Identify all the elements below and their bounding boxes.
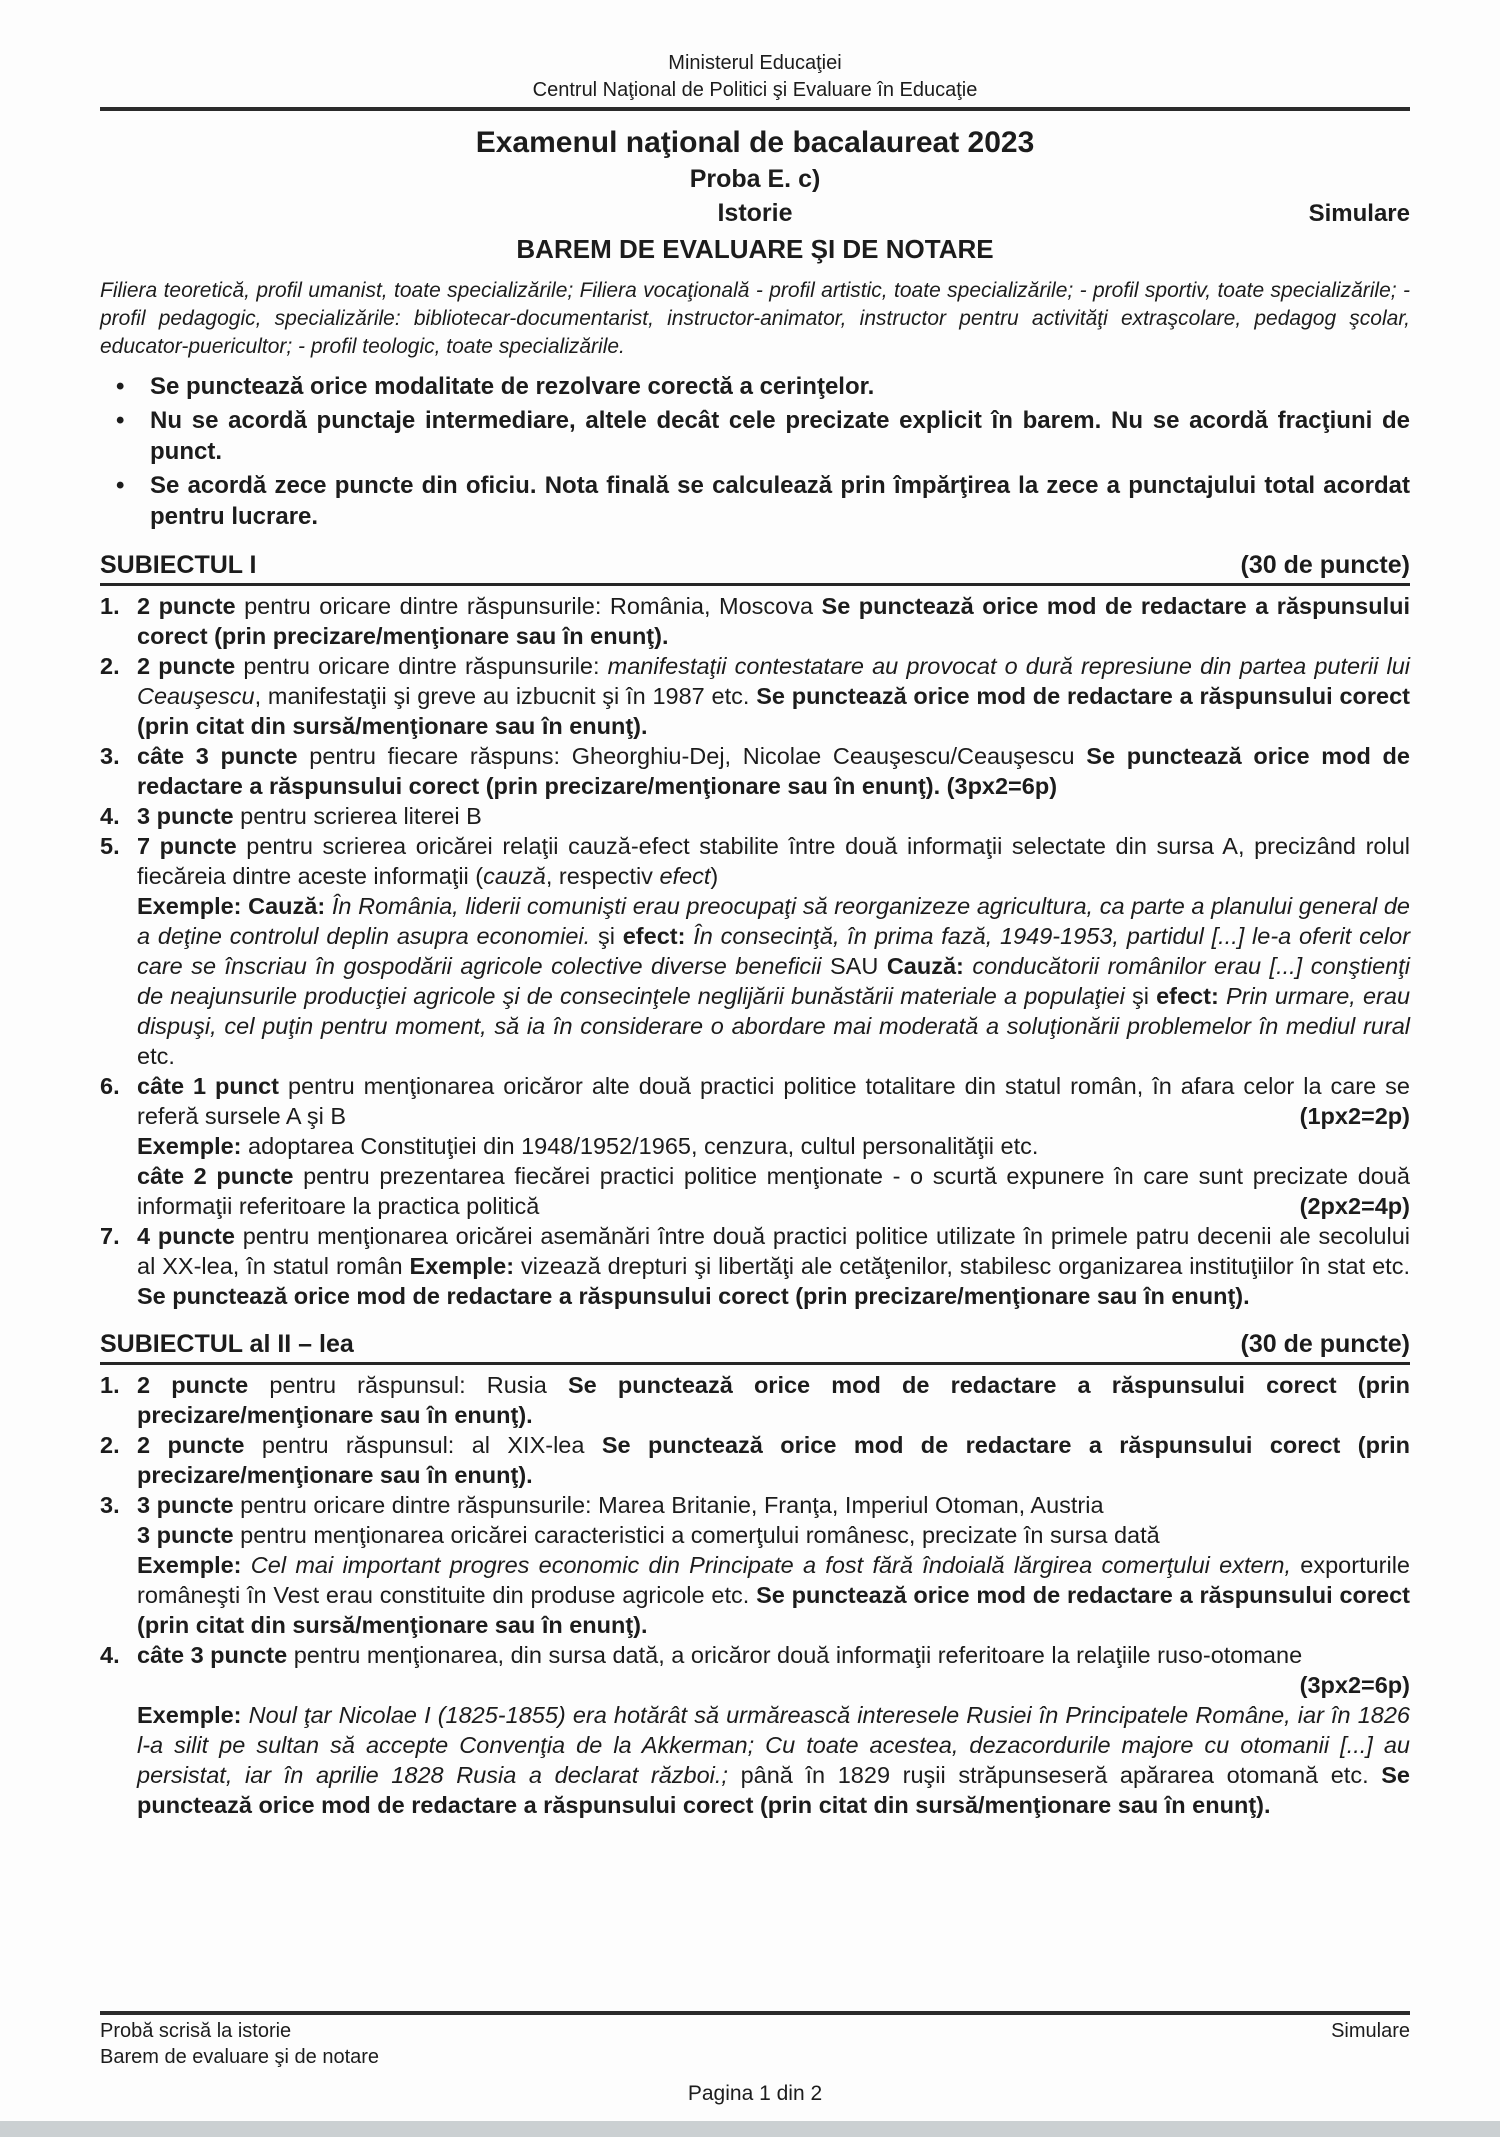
item-paragraph [137, 801, 1410, 831]
text-segment: pentru răspunsul: Rusia [269, 1372, 568, 1398]
text-segment: Exemple: [409, 1253, 521, 1279]
text-segment: Exemple: [137, 1702, 249, 1728]
text-segment: pentru menţionarea, din sursa dată, a oricăror două informaţii referitoare la relaţiile ruso-otomane [293, 1642, 1303, 1668]
rubric-item [100, 801, 1410, 831]
item-body [137, 1430, 1410, 1490]
item-number: 6. [100, 1073, 120, 1099]
text-segment: Se punctează orice mod de redactare a răspunsului corect (prin citat din sursă/menţionare sau în enunţ). [137, 1762, 1410, 1818]
section-subiectul-2 [100, 1329, 1410, 1820]
rubric-item [100, 831, 1410, 1071]
text-segment: Cel mai important progres economic din Principate a fost fără îndoială lărgirea comerţului extern, [250, 1552, 1291, 1578]
footer-doc-name: Barem de evaluare şi de notare [100, 2046, 380, 2068]
rubric-item [100, 1640, 1410, 1820]
text-segment: pentru scrierea oricărei relaţii cauză-efect stabilite între două informaţii selectate din sursa A, precizând rolul fiecăreia dintre aceste informaţii ( [137, 833, 1410, 889]
text-segment: şi [590, 923, 623, 949]
text-segment: 7 puncte [137, 833, 247, 859]
item-body [137, 1640, 1410, 1820]
item-paragraph [137, 1640, 1410, 1700]
text-segment: pentru menţionarea oricărei caracteristici a comerţului românesc, precizate în sursa dată [240, 1522, 1160, 1548]
item-paragraph [137, 1430, 1410, 1490]
item-paragraph [137, 1131, 1410, 1161]
points-value: (3px2=6p) [1299, 1672, 1410, 1698]
rubric-item [100, 1221, 1410, 1311]
text-segment: , respectiv [545, 863, 660, 889]
page-indicator: Pagina 1 din 2 [687, 2082, 823, 2105]
item-paragraph [137, 1490, 1410, 1520]
text-segment: Se punctează orice mod de redactare a răspunsului corect (prin citat din sursă/menţionare sau în enunţ). [137, 683, 1410, 739]
text-segment: câte 3 puncte [137, 743, 310, 769]
item-number: 2. [100, 1432, 120, 1458]
text-segment: etc. [137, 1043, 175, 1069]
text-segment: 3 puncte [137, 1492, 241, 1518]
item-paragraph [137, 1161, 1410, 1221]
item-paragraph [137, 1370, 1410, 1430]
item-body [137, 741, 1410, 801]
text-segment: SAU [821, 953, 887, 979]
text-segment: 2 puncte [137, 593, 245, 619]
text-segment: pentru oricare dintre răspunsurile: România, Moscova [244, 593, 822, 619]
item-number: 3. [100, 1492, 120, 1518]
general-rule: • Se acordă zece puncte din oficiu. Nota finală se calculează prin împărţirea la zece a punctajului total acordat pentru lucrare. [100, 470, 1410, 532]
text-segment: 3 puncte [137, 803, 241, 829]
item-body [137, 651, 1410, 741]
text-segment: pentru fiecare răspuns: Gheorghiu-Dej, Nicolae Ceauşescu/Ceauşescu [309, 743, 1087, 769]
national-center-name: Centrul Naţional de Politici şi Evaluare în Educaţie [532, 79, 978, 101]
item-paragraph [137, 1550, 1410, 1640]
text-segment: Se punctează orice mod de redactare a răspunsului corect (prin precizare/menţionare sau în enunţ). [137, 1432, 1410, 1488]
item-paragraph [137, 891, 1410, 1071]
rubric-item [100, 1071, 1410, 1221]
item-paragraph [137, 1221, 1410, 1311]
item-number: 5. [100, 833, 120, 859]
rubric-item [100, 651, 1410, 741]
text-segment: manifestaţii contestatare au provocat o dură represiune din partea puterii lui Ceauşescu [137, 653, 1411, 709]
item-paragraph [137, 1071, 1410, 1131]
text-segment: pentru oricare dintre răspunsurile: [243, 653, 608, 679]
text-segment: câte 3 puncte [137, 1642, 294, 1668]
text-segment: pentru menţionarea oricăror alte două practici politice totalitare din statul român, în afara celor la care se referă sursele A şi B [137, 1073, 1411, 1129]
rubric-item [100, 1430, 1410, 1490]
section-header [100, 1329, 1410, 1365]
text-segment: până în 1829 ruşii străpunseseră apărarea otomană etc. [727, 1762, 1382, 1788]
section-header [100, 550, 1410, 586]
item-body [137, 1370, 1410, 1430]
text-segment: ) [710, 863, 719, 889]
text-segment: câte 1 punct [137, 1073, 288, 1099]
text-segment: şi [1124, 983, 1157, 1009]
text-segment: exporturile româneşti în Vest erau constituite din produse agricole etc. [137, 1552, 1411, 1608]
filiera-note: Filiera teoretică, profil umanist, toate specializările; Filiera vocaţională - profil artistic, toate specializările; - profil sportiv, toate specializările; - profil pedagogic, specializările: bibliotecar-documentarist, instructor-animator, instructor pentru activităţi extraşcolare, pedagog şcolar, educator-puericultor; - profil teologic, toate specializările. [100, 279, 1410, 358]
item-number: 4. [100, 803, 120, 829]
section-subiectul-1 [100, 550, 1410, 1311]
text-segment: 2 puncte [137, 653, 244, 679]
item-number: 1. [100, 593, 120, 619]
rubric-item [100, 741, 1410, 801]
text-segment: pentru prezentarea fiecărei practici politice menţionate - o scurtă expunere în care sunt precizate două informaţii referitoare la practica politică [137, 1163, 1410, 1219]
item-body [137, 591, 1410, 651]
text-segment: pentru oricare dintre răspunsurile: Marea Britanie, Franţa, Imperiul Otoman, Austria [240, 1492, 1104, 1518]
barem-title: BAREM DE EVALUARE ŞI DE NOTARE [516, 234, 994, 264]
header-rule [100, 107, 1410, 111]
footer-exam-name: Probă scrisă la istorie [100, 2020, 292, 2042]
section-points: (30 de puncte) [1240, 1330, 1410, 1358]
text-segment: În România, liderii comunişti erau preocupaţi să reorganizeze agricultura, ca parte a planului general de a deţine controlul deplin asupra economiei. [137, 893, 1410, 949]
text-segment: cauză [483, 863, 546, 889]
text-segment: pentru menţionarea oricărei asemănări între două practici politice utilizate în primele patru decenii ale secolului al XX-lea, în statul român [137, 1223, 1410, 1279]
item-body [137, 1490, 1410, 1640]
points-value: (1px2=2p) [1299, 1103, 1410, 1129]
rubric-item [100, 1370, 1410, 1430]
text-segment: efect [659, 863, 711, 889]
text-segment: 2 puncte [137, 1432, 262, 1458]
exam-title: Examenul naţional de bacalaureat 2023 [475, 126, 1035, 159]
item-body [137, 801, 1410, 831]
section-title: SUBIECTUL I [100, 551, 257, 579]
item-paragraph [137, 651, 1410, 741]
text-segment: 4 puncte [137, 1223, 243, 1249]
item-paragraph [137, 831, 1410, 891]
item-body [137, 1071, 1410, 1221]
subject-name: Istorie [717, 199, 793, 227]
text-segment: Prin urmare, erau dispuşi, cel puţin pentru moment, să ia în considerare o abordare mai moderată a soluţionării problemelor în mediul rural [137, 983, 1411, 1039]
item-number: 7. [100, 1223, 120, 1249]
text-segment: Exemple: [137, 1133, 249, 1159]
window-bottom-edge [0, 2121, 1500, 2137]
text-segment: pentru răspunsul: al XIX-lea [261, 1432, 602, 1458]
text-segment: Exemple: Cauză: [137, 893, 332, 919]
ministry-name: Ministerul Educaţiei [668, 52, 842, 74]
text-segment: 2 puncte [137, 1372, 270, 1398]
subject-row [100, 198, 1410, 229]
item-paragraph [137, 1520, 1410, 1550]
text-segment: Se punctează orice mod de redactare a răspunsului corect (prin precizare/menţionare sau în enunţ). [137, 1372, 1410, 1428]
text-segment: În consecinţă, în prima fază, 1949-1953, partidul [...] le-a oferit celor care se înscriau în gospodării agricole colective diverse beneficii [137, 923, 1411, 979]
page-footer [100, 2011, 1410, 2107]
general-rules-list [100, 371, 1410, 532]
footer-session-label: Simulare [1331, 2020, 1410, 2042]
points-value: (2px2=4p) [1299, 1193, 1410, 1219]
footer-rule [100, 2011, 1410, 2015]
item-number: 1. [100, 1372, 120, 1398]
item-number: 2. [100, 653, 120, 679]
rubric-item [100, 591, 1410, 651]
text-segment: Cauză: [886, 953, 973, 979]
section-title: SUBIECTUL al II – lea [100, 1330, 354, 1358]
text-segment: vizează drepturi şi libertăţi ale cetăţenilor, stabilesc organizarea instituţiilor în stat etc. [520, 1253, 1410, 1279]
item-body [137, 1221, 1410, 1311]
item-paragraph [137, 1700, 1410, 1820]
section-points: (30 de puncte) [1240, 551, 1410, 579]
text-segment: Se punctează orice mod de redactare a răspunsului corect (prin precizare/menţionare sau în enunţ). [137, 1283, 1250, 1309]
text-segment: , manifestaţii şi greve au izbucnit şi în 1987 etc. [254, 683, 757, 709]
session-label: Simulare [1308, 200, 1410, 227]
exam-proba: Proba E. c) [689, 165, 821, 193]
item-body [137, 831, 1410, 1071]
text-segment: 3 puncte [137, 1522, 241, 1548]
text-segment: câte 2 puncte [137, 1163, 304, 1189]
text-segment: efect: [622, 923, 694, 949]
text-segment: efect: [1156, 983, 1226, 1009]
text-segment: Exemple: [137, 1552, 251, 1578]
text-segment: Se punctează orice mod de redactare a răspunsului corect (prin precizare/menţionare sau în enunţ). (3px2=6p) [137, 743, 1410, 799]
general-rule: • Se punctează orice modalitate de rezolvare corectă a cerinţelor. [100, 371, 1410, 402]
text-segment: Se punctează orice mod de redactare a răspunsului corect (prin citat din sursă/menţionare sau în enunţ). [137, 1582, 1410, 1638]
text-segment: Se punctează orice mod de redactare a răspunsului corect (prin precizare/menţionare sau în enunţ). [137, 593, 1410, 649]
text-segment: Noul ţar Nicolae I (1825-1855) era hotărât să urmărească interesele Rusiei în Principatele Române, iar în 1826 l-a silit pe sultan să accepte Convenţia de la Akkerman; Cu toate acestea, dezacordurile majore cu otomanii [...] au persistat, iar în aprilie 1828 Rusia a declarat război.; [137, 1702, 1410, 1788]
text-segment: adoptarea Constituţiei din 1948/1952/1965, cenzura, cultul personalităţii etc. [248, 1133, 1039, 1159]
rubric-item [100, 1490, 1410, 1640]
item-number: 3. [100, 743, 120, 769]
general-rule: • Nu se acordă punctaje intermediare, altele decât cele precizate explicit în barem. Nu se acordă fracţiuni de punct. [100, 405, 1410, 467]
text-segment: pentru scrierea literei B [240, 803, 482, 829]
item-paragraph [137, 591, 1410, 651]
item-paragraph [137, 741, 1410, 801]
text-segment: conducătorii românilor erau [...] conştienţi de neajunsurile producţiei agricole şi de consecinţele neglijării bunăstării materiale a populaţiei [137, 953, 1410, 1009]
section-items [100, 591, 1410, 1311]
item-number: 4. [100, 1642, 120, 1668]
section-items [100, 1370, 1410, 1820]
